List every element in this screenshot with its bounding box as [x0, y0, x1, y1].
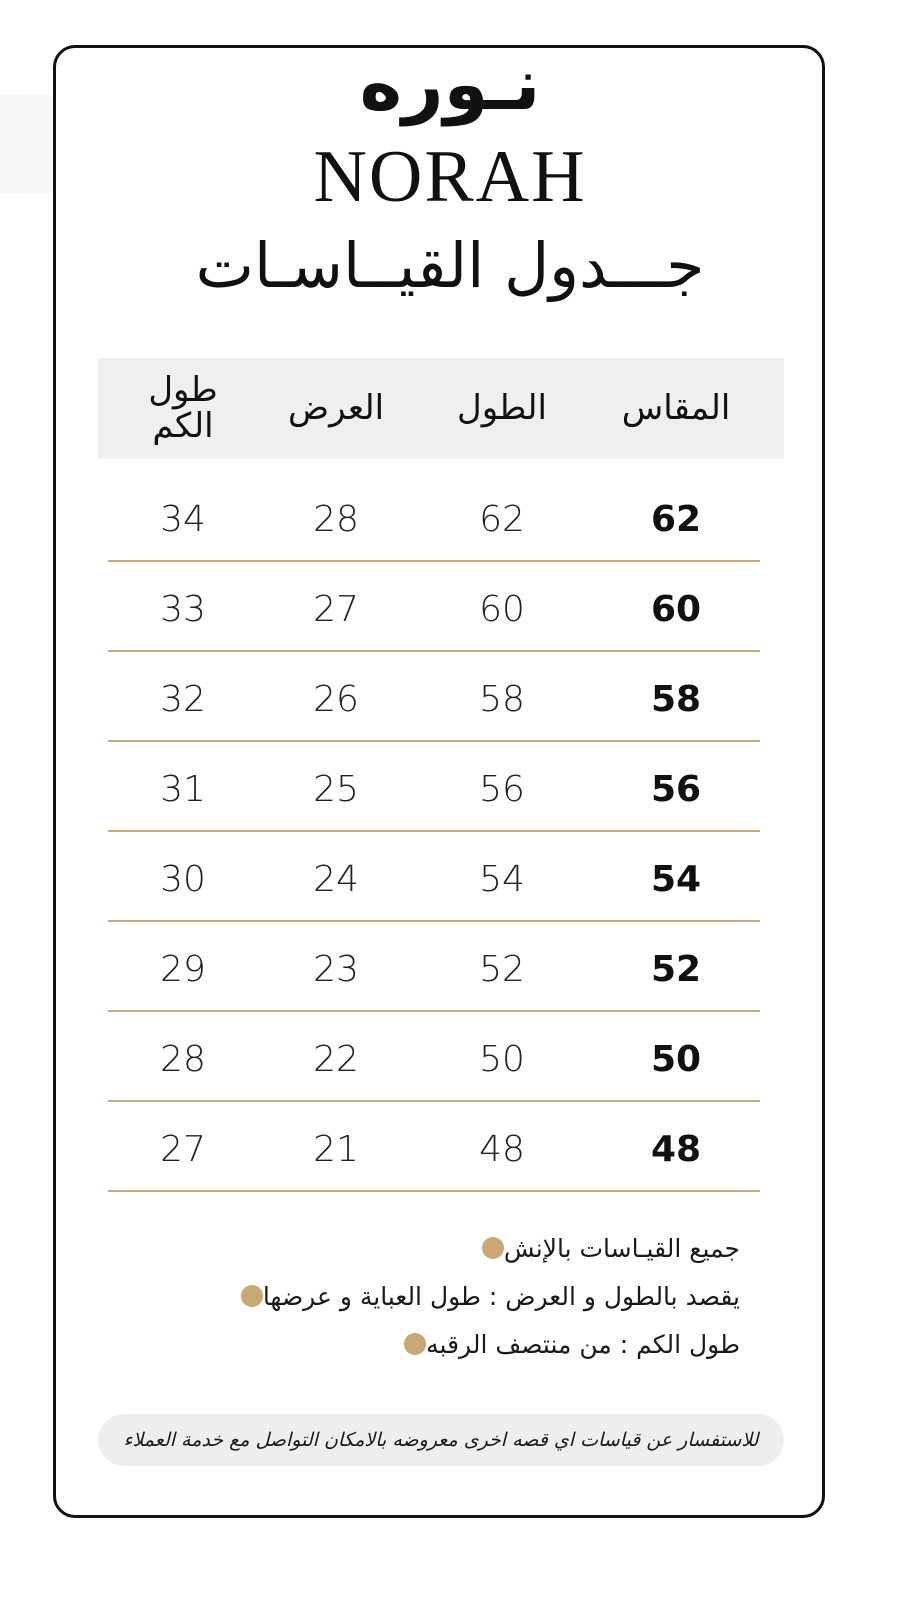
cell-size: 54 [650, 858, 702, 900]
cell-sleeve: 30 [160, 858, 206, 900]
header-size: المقاس [621, 387, 731, 428]
cell-size: 52 [650, 948, 702, 990]
cell-width: 21 [313, 1128, 359, 1170]
cell-sleeve: 28 [160, 1038, 206, 1080]
customer-service-note: للاستفسار عن قياسات اي قصه اخرى معروضه بالامكان التواصل مع خدمة العملاء [98, 1414, 784, 1466]
header-length: الطول [457, 387, 547, 428]
cell-width: 25 [313, 768, 359, 810]
note-item [227, 1276, 740, 1316]
cell-length: 56 [479, 768, 525, 810]
row-divider [108, 740, 760, 742]
header-width: العرض [287, 387, 385, 428]
cell-sleeve: 32 [160, 678, 206, 720]
cell-width: 22 [313, 1038, 359, 1080]
cell-size: 60 [650, 588, 702, 630]
table-row [0, 564, 900, 654]
cell-width: 26 [313, 678, 359, 720]
note-item [390, 1324, 740, 1364]
note-text: طول الكم : من منتصف الرقبه [426, 1329, 740, 1359]
table-row [0, 1014, 900, 1104]
cell-size: 48 [650, 1128, 702, 1170]
cell-sleeve: 33 [160, 588, 206, 630]
cell-sleeve: 31 [160, 768, 206, 810]
table-row [0, 744, 900, 834]
cell-width: 28 [313, 498, 359, 540]
cell-length: 50 [479, 1038, 525, 1080]
row-divider [108, 1190, 760, 1192]
brand-logo-english: NORAH [313, 136, 587, 218]
brand-logo-arabic: نـوره [359, 42, 541, 126]
row-divider [108, 830, 760, 832]
table-row [0, 834, 900, 924]
cell-size: 50 [650, 1038, 702, 1080]
page-title: جـــدول القيــاسـات [195, 229, 705, 302]
row-divider [108, 560, 760, 562]
cell-length: 58 [479, 678, 525, 720]
row-divider [108, 650, 760, 652]
cell-width: 23 [313, 948, 359, 990]
cell-size: 58 [650, 678, 702, 720]
cell-length: 62 [479, 498, 525, 540]
cell-sleeve: 34 [160, 498, 206, 540]
table-row [0, 654, 900, 744]
table-row [0, 924, 900, 1014]
bullet-dot-icon [404, 1333, 426, 1355]
note-text: جميع القيـاسات بالإنش [503, 1233, 740, 1263]
cell-sleeve: 27 [160, 1128, 206, 1170]
table-row [0, 1104, 900, 1194]
cell-length: 48 [479, 1128, 525, 1170]
note-text: يقصد بالطول و العرض : طول العباية و عرضها [262, 1281, 740, 1311]
cell-width: 24 [313, 858, 359, 900]
cell-length: 52 [479, 948, 525, 990]
row-divider [108, 920, 760, 922]
cell-sleeve: 29 [160, 948, 206, 990]
bullet-dot-icon [482, 1237, 504, 1259]
row-divider [108, 1010, 760, 1012]
cell-size: 62 [650, 498, 702, 540]
cell-size: 56 [650, 768, 702, 810]
cell-width: 27 [313, 588, 359, 630]
header-sleeve: طول الكم [148, 369, 218, 446]
cell-length: 60 [479, 588, 525, 630]
cell-length: 54 [479, 858, 525, 900]
note-item [468, 1228, 740, 1268]
row-divider [108, 1100, 760, 1102]
table-row [0, 474, 900, 564]
bullet-dot-icon [241, 1285, 263, 1307]
